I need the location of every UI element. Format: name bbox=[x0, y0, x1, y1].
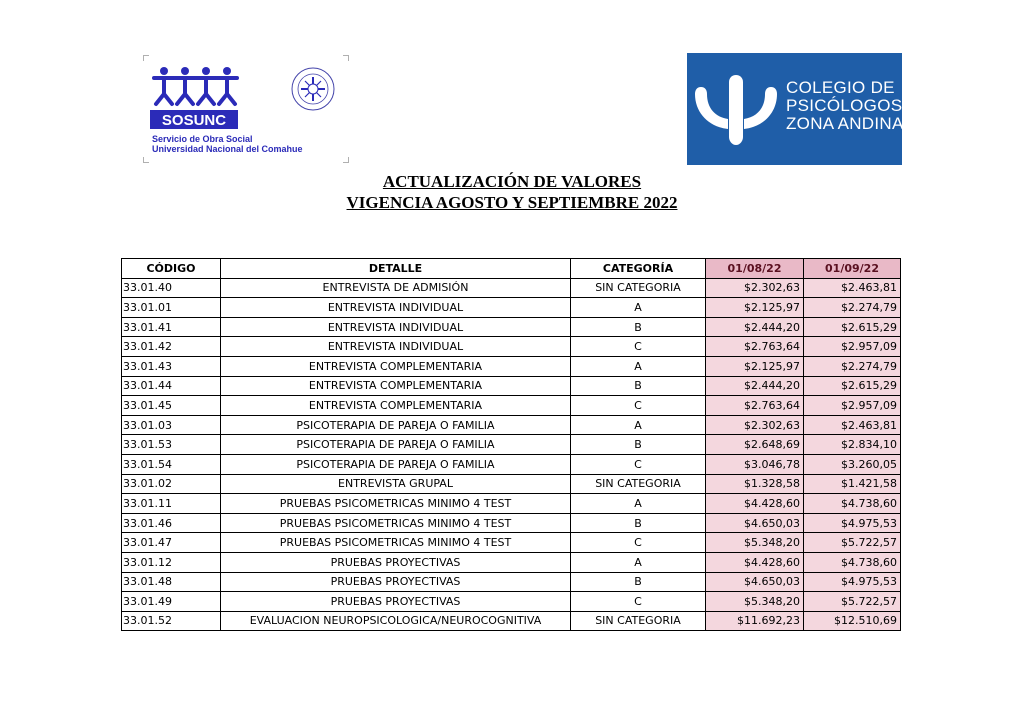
header-category: CATEGORÍA bbox=[571, 259, 706, 279]
cell-category: SIN CATEGORIA bbox=[571, 474, 706, 494]
table-row bbox=[122, 376, 901, 396]
table-row bbox=[122, 474, 901, 494]
cell-v1: $2.302,63 bbox=[706, 415, 804, 435]
price-table bbox=[121, 258, 901, 631]
cell-v1: $2.125,97 bbox=[706, 298, 804, 318]
cell-v2: $4.738,60 bbox=[804, 494, 901, 514]
cell-category: A bbox=[571, 415, 706, 435]
cell-detail: ENTREVISTA INDIVIDUAL bbox=[221, 298, 571, 318]
cell-code: 33.01.46 bbox=[122, 513, 221, 533]
cell-category: B bbox=[571, 376, 706, 396]
cell-code: 33.01.40 bbox=[122, 278, 221, 298]
cell-v2: $2.274,79 bbox=[804, 356, 901, 376]
cell-category: C bbox=[571, 454, 706, 474]
table-row bbox=[122, 611, 901, 631]
sosunc-logo-text: SOSUNC bbox=[161, 112, 227, 129]
table-row bbox=[122, 454, 901, 474]
cell-v2: $2.463,81 bbox=[804, 415, 901, 435]
sosunc-subtitle bbox=[152, 134, 303, 154]
cell-v1: $5.348,20 bbox=[706, 592, 804, 612]
cell-code: 33.01.02 bbox=[122, 474, 221, 494]
cell-code: 33.01.45 bbox=[122, 396, 221, 416]
cell-code: 33.01.43 bbox=[122, 356, 221, 376]
sosunc-logo-icon bbox=[150, 64, 240, 130]
cell-detail: PSICOTERAPIA DE PAREJA O FAMILIA bbox=[221, 415, 571, 435]
cell-v1: $4.428,60 bbox=[706, 552, 804, 572]
cell-code: 33.01.53 bbox=[122, 435, 221, 455]
cell-code: 33.01.52 bbox=[122, 611, 221, 631]
header-detail: DETALLE bbox=[221, 259, 571, 279]
cell-category: A bbox=[571, 494, 706, 514]
cell-detail: PRUEBAS PSICOMETRICAS MINIMO 4 TEST bbox=[221, 533, 571, 553]
cell-code: 33.01.12 bbox=[122, 552, 221, 572]
cell-v1: $1.328,58 bbox=[706, 474, 804, 494]
cell-category: A bbox=[571, 552, 706, 572]
document-title: ACTUALIZACIÓN DE VALORES bbox=[382, 172, 642, 191]
table-row bbox=[122, 337, 901, 357]
table-row bbox=[122, 572, 901, 592]
cell-category: B bbox=[571, 513, 706, 533]
cell-v1: $4.650,03 bbox=[706, 572, 804, 592]
cell-detail: PSICOTERAPIA DE PAREJA O FAMILIA bbox=[221, 454, 571, 474]
cell-code: 33.01.49 bbox=[122, 592, 221, 612]
colegio-name-line3: ZONA ANDINA bbox=[786, 114, 904, 133]
sosunc-subtitle-line2: Universidad Nacional del Comahue bbox=[152, 144, 303, 154]
cell-detail: ENTREVISTA COMPLEMENTARIA bbox=[221, 396, 571, 416]
table-row bbox=[122, 435, 901, 455]
table-row bbox=[122, 592, 901, 612]
cell-code: 33.01.41 bbox=[122, 317, 221, 337]
cell-v1: $2.444,20 bbox=[706, 317, 804, 337]
cell-v1: $2.763,64 bbox=[706, 396, 804, 416]
cell-v1: $2.648,69 bbox=[706, 435, 804, 455]
cell-category: SIN CATEGORIA bbox=[571, 278, 706, 298]
cell-v2: $2.615,29 bbox=[804, 317, 901, 337]
cell-v2: $2.274,79 bbox=[804, 298, 901, 318]
psi-logo-icon bbox=[695, 75, 777, 147]
sosunc-subtitle-line1: Servicio de Obra Social bbox=[152, 134, 253, 144]
cell-v2: $2.463,81 bbox=[804, 278, 901, 298]
cell-category: C bbox=[571, 337, 706, 357]
cell-code: 33.01.54 bbox=[122, 454, 221, 474]
cell-detail: PRUEBAS PROYECTIVAS bbox=[221, 592, 571, 612]
cell-category: B bbox=[571, 317, 706, 337]
cell-detail: PSICOTERAPIA DE PAREJA O FAMILIA bbox=[221, 435, 571, 455]
cell-category: C bbox=[571, 592, 706, 612]
cell-v2: $5.722,57 bbox=[804, 533, 901, 553]
cell-detail: PRUEBAS PROYECTIVAS bbox=[221, 552, 571, 572]
cell-category: C bbox=[571, 533, 706, 553]
cell-detail: PRUEBAS PSICOMETRICAS MINIMO 4 TEST bbox=[221, 494, 571, 514]
cell-v1: $11.692,23 bbox=[706, 611, 804, 631]
table-row bbox=[122, 396, 901, 416]
cell-v2: $2.834,10 bbox=[804, 435, 901, 455]
table-row bbox=[122, 317, 901, 337]
cell-code: 33.01.42 bbox=[122, 337, 221, 357]
table-row bbox=[122, 552, 901, 572]
cell-detail: PRUEBAS PSICOMETRICAS MINIMO 4 TEST bbox=[221, 513, 571, 533]
cell-v1: $2.444,20 bbox=[706, 376, 804, 396]
cell-code: 33.01.44 bbox=[122, 376, 221, 396]
cell-v2: $4.975,53 bbox=[804, 513, 901, 533]
cell-detail: ENTREVISTA GRUPAL bbox=[221, 474, 571, 494]
cell-code: 33.01.01 bbox=[122, 298, 221, 318]
cell-category: B bbox=[571, 572, 706, 592]
cell-v1: $2.763,64 bbox=[706, 337, 804, 357]
header-code: CÓDIGO bbox=[122, 259, 221, 279]
cell-v1: $4.428,60 bbox=[706, 494, 804, 514]
cell-v1: $5.348,20 bbox=[706, 533, 804, 553]
table-row bbox=[122, 356, 901, 376]
cell-v2: $4.738,60 bbox=[804, 552, 901, 572]
cell-v2: $2.957,09 bbox=[804, 396, 901, 416]
document-subtitle: VIGENCIA AGOSTO Y SEPTIEMBRE 2022 bbox=[346, 193, 678, 212]
cell-v1: $2.302,63 bbox=[706, 278, 804, 298]
table-header-row bbox=[122, 259, 901, 279]
cell-v2: $4.975,53 bbox=[804, 572, 901, 592]
cell-v1: $3.046,78 bbox=[706, 454, 804, 474]
table-row bbox=[122, 415, 901, 435]
cell-v2: $1.421,58 bbox=[804, 474, 901, 494]
cell-v2: $5.722,57 bbox=[804, 592, 901, 612]
table-row bbox=[122, 298, 901, 318]
cell-code: 33.01.48 bbox=[122, 572, 221, 592]
cell-code: 33.01.03 bbox=[122, 415, 221, 435]
header-date-august: 01/08/22 bbox=[706, 259, 804, 279]
university-seal-icon bbox=[290, 66, 336, 112]
header-date-september: 01/09/22 bbox=[804, 259, 901, 279]
cell-detail: ENTREVISTA COMPLEMENTARIA bbox=[221, 356, 571, 376]
cell-v2: $12.510,69 bbox=[804, 611, 901, 631]
table-row bbox=[122, 278, 901, 298]
colegio-name-line1: COLEGIO DE bbox=[786, 78, 895, 97]
cell-category: C bbox=[571, 396, 706, 416]
table-row bbox=[122, 513, 901, 533]
colegio-name bbox=[786, 79, 904, 133]
cell-v2: $2.957,09 bbox=[804, 337, 901, 357]
cell-category: A bbox=[571, 298, 706, 318]
cell-detail: ENTREVISTA COMPLEMENTARIA bbox=[221, 376, 571, 396]
cell-code: 33.01.11 bbox=[122, 494, 221, 514]
cell-category: B bbox=[571, 435, 706, 455]
table-row bbox=[122, 533, 901, 553]
cell-detail: PRUEBAS PROYECTIVAS bbox=[221, 572, 571, 592]
cell-v1: $2.125,97 bbox=[706, 356, 804, 376]
cell-category: SIN CATEGORIA bbox=[571, 611, 706, 631]
cell-detail: ENTREVISTA INDIVIDUAL bbox=[221, 337, 571, 357]
table-row bbox=[122, 494, 901, 514]
cell-detail: ENTREVISTA INDIVIDUAL bbox=[221, 317, 571, 337]
cell-v1: $4.650,03 bbox=[706, 513, 804, 533]
cell-detail: ENTREVISTA DE ADMISIÓN bbox=[221, 278, 571, 298]
cell-category: A bbox=[571, 356, 706, 376]
cell-v2: $3.260,05 bbox=[804, 454, 901, 474]
cell-code: 33.01.47 bbox=[122, 533, 221, 553]
colegio-name-line2: PSICÓLOGOS bbox=[786, 96, 903, 115]
cell-detail: EVALUACION NEUROPSICOLOGICA/NEUROCOGNITIVA bbox=[221, 611, 571, 631]
cell-v2: $2.615,29 bbox=[804, 376, 901, 396]
